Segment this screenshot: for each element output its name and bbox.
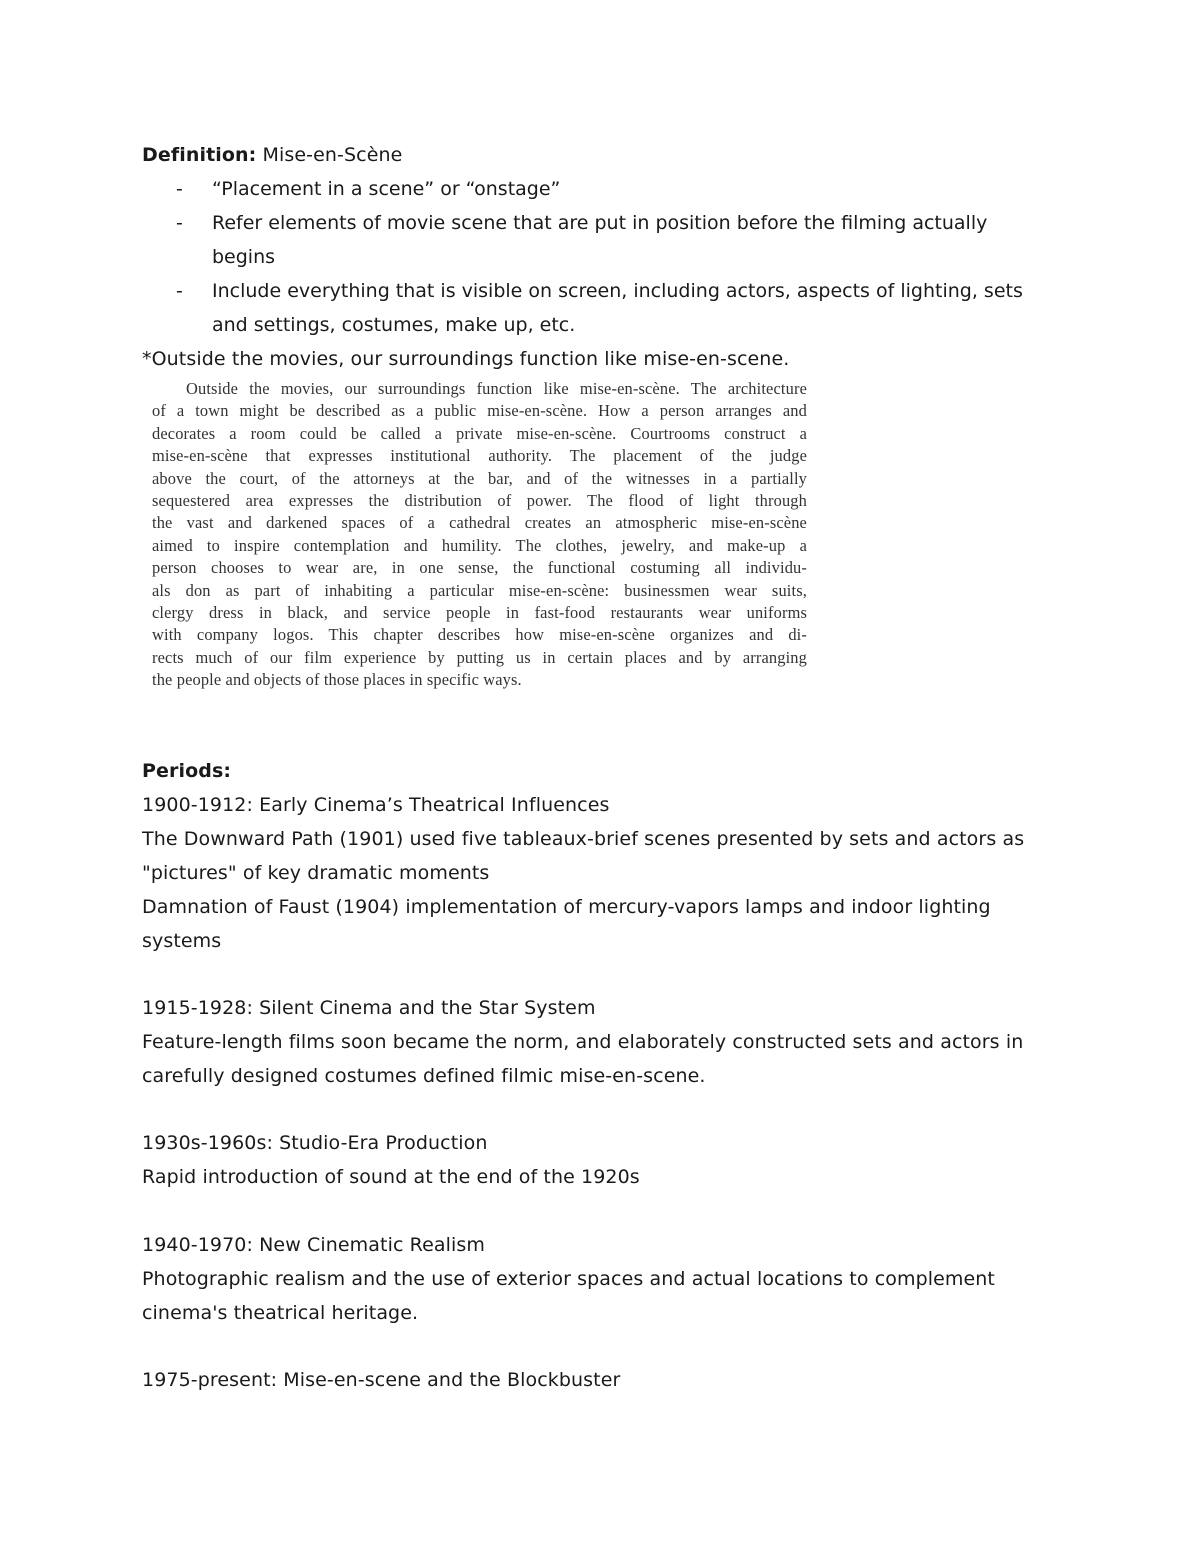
period-text: Photographic realism and the use of exterior spaces and actual locations to complement [142, 1268, 995, 1290]
definition-label: Definition: [142, 144, 257, 166]
bullet-text: Refer elements of movie scene that are put in position before the filming actually [212, 212, 988, 234]
period-title: 1915-1928: Silent Cinema and the Star System [142, 997, 596, 1019]
quote-line: Outside the movies, our surroundings function like mise-en-scène. The architecture [186, 379, 807, 398]
bullet-text-continuation: and settings, costumes, make up, etc. [212, 314, 576, 336]
period-text: The Downward Path (1901) used five tableaux-brief scenes presented by sets and actors as [142, 828, 1025, 850]
period-title: 1930s-1960s: Studio-Era Production [142, 1132, 488, 1154]
quote-line: of a town might be described as a public mise-en-scène. How a person arranges and [152, 401, 807, 421]
period-title: 1975-present: Mise-en-scene and the Blockbuster [142, 1369, 621, 1391]
period-text: systems [142, 930, 222, 952]
definition-term: Mise-en-Scène [256, 144, 403, 166]
period-title: 1900-1912: Early Cinema’s Theatrical Influences [142, 794, 610, 816]
period-title: 1940-1970: New Cinematic Realism [142, 1234, 485, 1256]
period-text: Damnation of Faust (1904) implementation of mercury-vapors lamps and indoor lighting [142, 896, 991, 918]
quote-line: with company logos. This chapter describes how mise-en-scène organizes and di- [152, 625, 807, 645]
quote-line: als don as part of inhabiting a particular mise-en-scène: businessmen wear suits, [152, 580, 807, 600]
quote-line: aimed to inspire contemplation and humility. The clothes, jewelry, and make-up a [152, 535, 807, 555]
periods-heading: Periods: [142, 760, 232, 782]
period-text: Rapid introduction of sound at the end of the 1920s [142, 1166, 640, 1188]
quote-line: the vast and darkened spaces of a cathedral creates an atmospheric mise-en-scène [152, 513, 807, 533]
period-text: cinema's theatrical heritage. [142, 1302, 419, 1324]
bullet-dash: - [176, 280, 183, 302]
quote-line: the people and objects of those places in specific ways. [152, 670, 522, 690]
quote-line: mise-en-scène that expresses institutional authority. The placement of the judge [152, 446, 807, 466]
bullet-dash: - [176, 178, 183, 200]
period-text: carefully designed costumes defined filmic mise-en-scene. [142, 1065, 706, 1087]
period-text: Feature-length films soon became the norm, and elaborately constructed sets and actors in [142, 1031, 1024, 1053]
quote-line: decorates a room could be called a private mise-en-scène. Courtrooms construct a [152, 423, 807, 443]
quote-line: clergy dress in black, and service people in fast-food restaurants wear uniforms [152, 603, 807, 623]
definition-note: *Outside the movies, our surroundings function like mise-en-scene. [142, 348, 790, 370]
quote-line: person chooses to wear are, in one sense, the functional costuming all individu- [152, 558, 807, 578]
bullet-text-continuation: begins [212, 246, 276, 268]
bullet-text: “Placement in a scene” or “onstage” [212, 178, 561, 200]
quoted-excerpt [152, 378, 807, 692]
period-text: "pictures" of key dramatic moments [142, 862, 490, 884]
quote-line: sequestered area expresses the distribution of power. The flood of light through [152, 491, 807, 511]
definition-heading [142, 138, 402, 172]
quote-line: rects much of our film experience by putting us in certain places and by arranging [152, 647, 807, 667]
quote-line: above the court, of the attorneys at the bar, and of the witnesses in a partially [152, 468, 807, 488]
bullet-dash: - [176, 212, 183, 234]
bullet-text: Include everything that is visible on screen, including actors, aspects of lighting, sets [212, 280, 1023, 302]
